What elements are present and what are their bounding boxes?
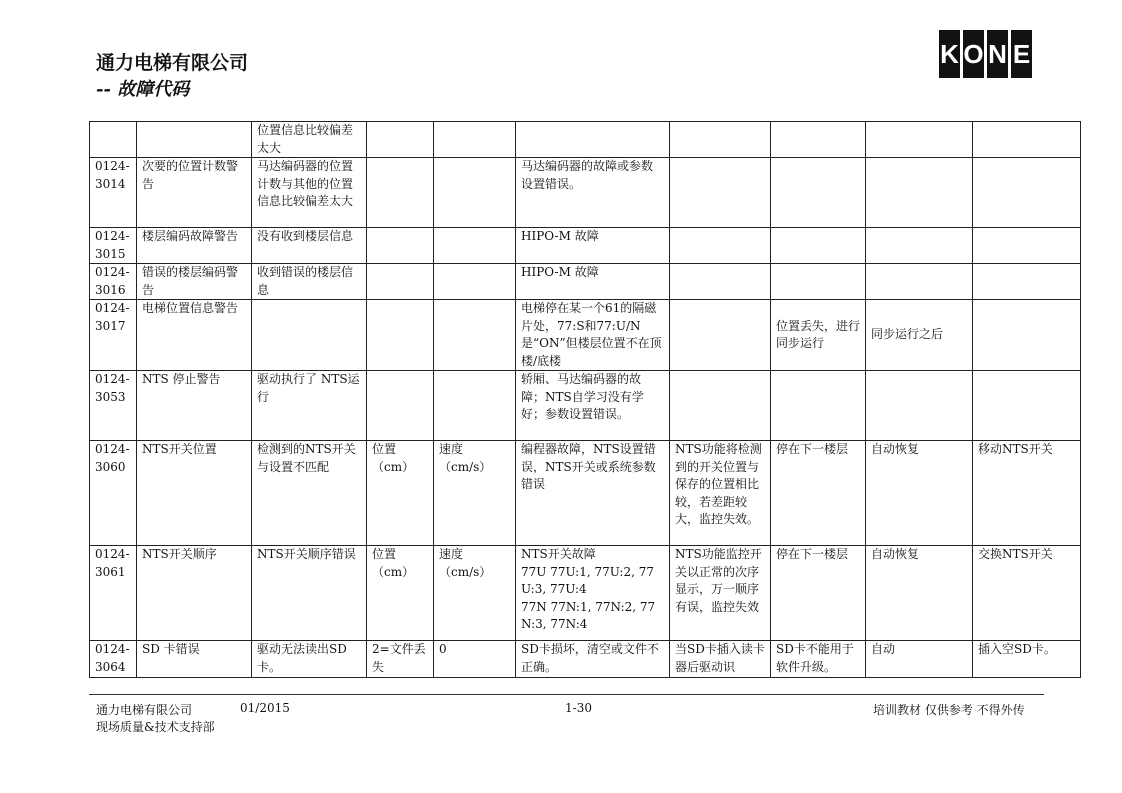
name-cell: [137, 122, 252, 158]
description-cell: 没有收到楼层信息: [252, 228, 367, 264]
table-row: [90, 441, 1081, 546]
detail-cell: 当SD卡插入读卡器后驱动识: [670, 641, 771, 678]
remedy-cell: [973, 122, 1081, 158]
code-cell: 0124-3017: [90, 300, 137, 371]
footer-page-number: 1-30: [565, 701, 592, 715]
detail-cell: [670, 264, 771, 300]
logo-letter: E: [1011, 30, 1032, 78]
remedy-cell: [973, 300, 1081, 371]
param2-cell: [434, 264, 516, 300]
remedy-cell: 移动NTS开关: [973, 441, 1081, 546]
company-title: 通力电梯有限公司: [96, 52, 249, 74]
detail-cell: [670, 300, 771, 371]
param1-cell: 位置 （cm）: [367, 441, 434, 546]
param2-cell: 速度 （cm/s）: [434, 441, 516, 546]
action-cell: [771, 264, 866, 300]
table-row: [90, 546, 1081, 641]
name-cell: NTS开关位置: [137, 441, 252, 546]
detail-cell: [670, 122, 771, 158]
detail-cell: NTS功能将检测到的开关位置与保存的位置相比较，若差距较大，监控失效。: [670, 441, 771, 546]
code-cell: 0124-3061: [90, 546, 137, 641]
remedy-cell: [973, 158, 1081, 228]
name-cell: NTS开关顺序: [137, 546, 252, 641]
description-cell: 检测到的NTS开关与设置不匹配: [252, 441, 367, 546]
detail-cell: [670, 158, 771, 228]
cause-cell: 编程器故障，NTS设置错误，NTS开关或系统参数错误: [516, 441, 670, 546]
logo-letter: K: [939, 30, 960, 78]
recovery-cell: 自动: [866, 641, 973, 678]
logo-letter: N: [987, 30, 1008, 78]
param1-cell: [367, 300, 434, 371]
param1-cell: [367, 122, 434, 158]
remedy-cell: 交换NTS开关: [973, 546, 1081, 641]
detail-cell: [670, 228, 771, 264]
recovery-cell: 自动恢复: [866, 441, 973, 546]
cause-cell: [516, 122, 670, 158]
action-cell: 停在下一楼层: [771, 546, 866, 641]
recovery-cell: [866, 158, 973, 228]
name-cell: 电梯位置信息警告: [137, 300, 252, 371]
param2-cell: [434, 228, 516, 264]
code-cell: 0124-3016: [90, 264, 137, 300]
table-row: [90, 300, 1081, 371]
description-cell: 位置信息比较偏差太大: [252, 122, 367, 158]
param1-cell: 位置 （cm）: [367, 546, 434, 641]
name-cell: 楼层编码故障警告: [137, 228, 252, 264]
code-cell: 0124-3015: [90, 228, 137, 264]
remedy-cell: [973, 228, 1081, 264]
description-cell: [252, 300, 367, 371]
param2-cell: 速度 （cm/s）: [434, 546, 516, 641]
name-cell: NTS 停止警告: [137, 371, 252, 441]
footer-date: 01/2015: [240, 701, 290, 715]
recovery-cell: 同步运行之后: [866, 300, 973, 371]
cause-cell: NTS开关故障 77U 77U:1, 77U:2, 77U:3, 77U:4 77N 77N:1, 77N:2, 77N:3, 77N:4: [516, 546, 670, 641]
param2-cell: [434, 300, 516, 371]
recovery-cell: [866, 122, 973, 158]
param2-cell: [434, 122, 516, 158]
logo-letter: O: [963, 30, 984, 78]
code-cell: 0124-3053: [90, 371, 137, 441]
code-cell: 0124-3014: [90, 158, 137, 228]
page-subtitle: -- 故障代码: [96, 79, 190, 100]
cause-cell: 电梯停在某一个61的隔磁片处，77:S和77:U/N是“ON”但楼层位置不在顶楼/底楼: [516, 300, 670, 371]
action-cell: [771, 228, 866, 264]
param1-cell: 2=文件丢失: [367, 641, 434, 678]
action-cell: [771, 158, 866, 228]
remedy-cell: [973, 264, 1081, 300]
table-row: [90, 122, 1081, 158]
code-cell: [90, 122, 137, 158]
recovery-cell: [866, 228, 973, 264]
table-row: [90, 228, 1081, 264]
param1-cell: [367, 264, 434, 300]
param2-cell: [434, 158, 516, 228]
action-cell: 停在下一楼层: [771, 441, 866, 546]
code-cell: 0124-3060: [90, 441, 137, 546]
param2-cell: [434, 371, 516, 441]
kone-logo: [939, 30, 1032, 78]
footer-divider: [89, 694, 1044, 695]
cause-cell: 马达编码器的故障或参数设置错误。: [516, 158, 670, 228]
recovery-cell: [866, 264, 973, 300]
action-cell: [771, 122, 866, 158]
table-row: [90, 641, 1081, 678]
name-cell: 错误的楼层编码警告: [137, 264, 252, 300]
param1-cell: [367, 371, 434, 441]
description-cell: 马达编码器的位置计数与其他的位置信息比较偏差太大: [252, 158, 367, 228]
description-cell: 收到错误的楼层信息: [252, 264, 367, 300]
param1-cell: [367, 158, 434, 228]
detail-cell: [670, 371, 771, 441]
footer-department: 现场质量&技术支持部: [96, 720, 215, 734]
cause-cell: SD卡损坏，清空或文件不正确。: [516, 641, 670, 678]
footer-company: 通力电梯有限公司: [96, 703, 193, 717]
table-row: [90, 158, 1081, 228]
cause-cell: HIPO-M 故障: [516, 264, 670, 300]
action-cell: [771, 371, 866, 441]
recovery-cell: 自动恢复: [866, 546, 973, 641]
param2-cell: 0: [434, 641, 516, 678]
remedy-cell: [973, 371, 1081, 441]
detail-cell: NTS功能监控开关以正常的次序显示，万一顺序有误，监控失效: [670, 546, 771, 641]
table-row: [90, 264, 1081, 300]
description-cell: NTS开关顺序错误: [252, 546, 367, 641]
remedy-cell: 插入空SD卡。: [973, 641, 1081, 678]
description-cell: 驱动无法读出SD卡。: [252, 641, 367, 678]
footer-note: 培训教材 仅供参考 不得外传: [873, 703, 1025, 717]
action-cell: 位置丢失，进行同步运行: [771, 300, 866, 371]
cause-cell: HIPO-M 故障: [516, 228, 670, 264]
code-cell: 0124-3064: [90, 641, 137, 678]
action-cell: SD卡不能用于软件升级。: [771, 641, 866, 678]
param1-cell: [367, 228, 434, 264]
description-cell: 驱动执行了 NTS运行: [252, 371, 367, 441]
cause-cell: 轿厢、马达编码器的故障；NTS自学习没有学好；参数设置错误。: [516, 371, 670, 441]
table-row: [90, 371, 1081, 441]
recovery-cell: [866, 371, 973, 441]
name-cell: 次要的位置计数警告: [137, 158, 252, 228]
name-cell: SD 卡错误: [137, 641, 252, 678]
fault-code-table: [89, 121, 1081, 678]
